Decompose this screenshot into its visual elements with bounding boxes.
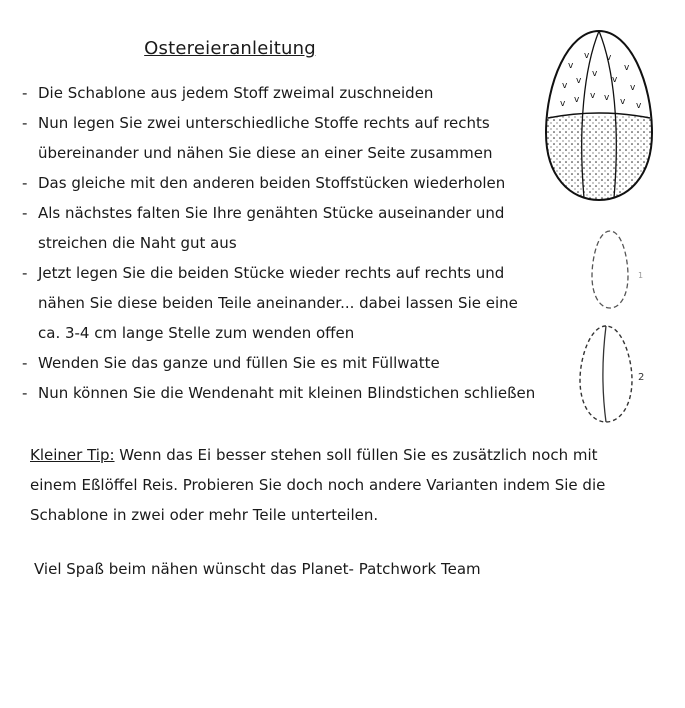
instruction-step — [22, 78, 542, 108]
patchwork-egg-illustration — [540, 28, 658, 206]
svg-text:v: v — [592, 69, 598, 79]
bullet-dash: - — [22, 204, 28, 222]
step-line: Nun legen Sie zwei unterschiedliche Stoffe rechts auf rechts — [38, 114, 490, 132]
tip-line: Schablone in zwei oder mehr Teile unterteilen. — [30, 506, 379, 524]
instruction-list — [22, 78, 542, 408]
bullet-dash: - — [22, 84, 28, 102]
svg-text:v: v — [574, 95, 580, 105]
page-title: Ostereieranleitung — [144, 38, 316, 59]
svg-text:v: v — [576, 76, 582, 86]
svg-text:v: v — [606, 53, 612, 63]
instruction-step — [22, 348, 542, 378]
svg-text:v: v — [620, 97, 626, 107]
step-line: Nun können Sie die Wendenaht mit kleinen Blindstichen schließen — [38, 384, 536, 402]
instruction-step — [22, 378, 542, 408]
egg-template-1-illustration — [588, 228, 648, 312]
step-line: Als nächstes falten Sie Ihre genähten Stücke auseinander und — [38, 204, 505, 222]
tip-line: Wenn das Ei besser stehen soll füllen Sie es zusätzlich noch mit — [114, 446, 598, 464]
step-line: ca. 3-4 cm lange Stelle zum wenden offen — [38, 324, 355, 342]
bullet-dash: - — [22, 264, 28, 282]
egg-1-label: 1 — [638, 271, 644, 280]
egg-2-label: 2 — [638, 372, 645, 383]
tip-paragraph — [30, 440, 630, 530]
svg-text:v: v — [562, 81, 568, 91]
tip-line: einem Eßlöffel Reis. Probieren Sie doch noch andere Varianten indem Sie die — [30, 476, 606, 494]
svg-text:v: v — [630, 83, 636, 93]
svg-text:v: v — [560, 99, 566, 109]
bullet-dash: - — [22, 354, 28, 372]
svg-text:v: v — [612, 75, 618, 85]
egg-template-2-illustration — [572, 322, 652, 426]
step-line: Die Schablone aus jedem Stoff zweimal zuschneiden — [38, 84, 434, 102]
instruction-step — [22, 258, 542, 348]
svg-text:v: v — [584, 51, 590, 61]
svg-text:v: v — [636, 101, 642, 111]
step-line: Wenden Sie das ganze und füllen Sie es mit Füllwatte — [38, 354, 440, 372]
bullet-dash: - — [22, 174, 28, 192]
step-line: Das gleiche mit den anderen beiden Stoffstücken wiederholen — [38, 174, 506, 192]
closing-line: Viel Spaß beim nähen wünscht das Planet- Patchwork Team — [34, 560, 481, 578]
step-line: Jetzt legen Sie die beiden Stücke wieder rechts auf rechts und — [38, 264, 505, 282]
svg-text:v: v — [568, 61, 574, 71]
instruction-step — [22, 108, 542, 168]
instruction-step — [22, 168, 542, 198]
svg-text:v: v — [604, 93, 610, 103]
instruction-step — [22, 198, 542, 258]
bullet-dash: - — [22, 114, 28, 132]
svg-text:v: v — [590, 91, 596, 101]
step-line: übereinander und nähen Sie diese an einer Seite zusammen — [38, 144, 493, 162]
tip-label: Kleiner Tip: — [30, 446, 115, 464]
step-line: nähen Sie diese beiden Teile aneinander... dabei lassen Sie eine — [38, 294, 518, 312]
step-line: streichen die Naht gut aus — [38, 234, 237, 252]
svg-text:v: v — [624, 63, 630, 73]
bullet-dash: - — [22, 384, 28, 402]
